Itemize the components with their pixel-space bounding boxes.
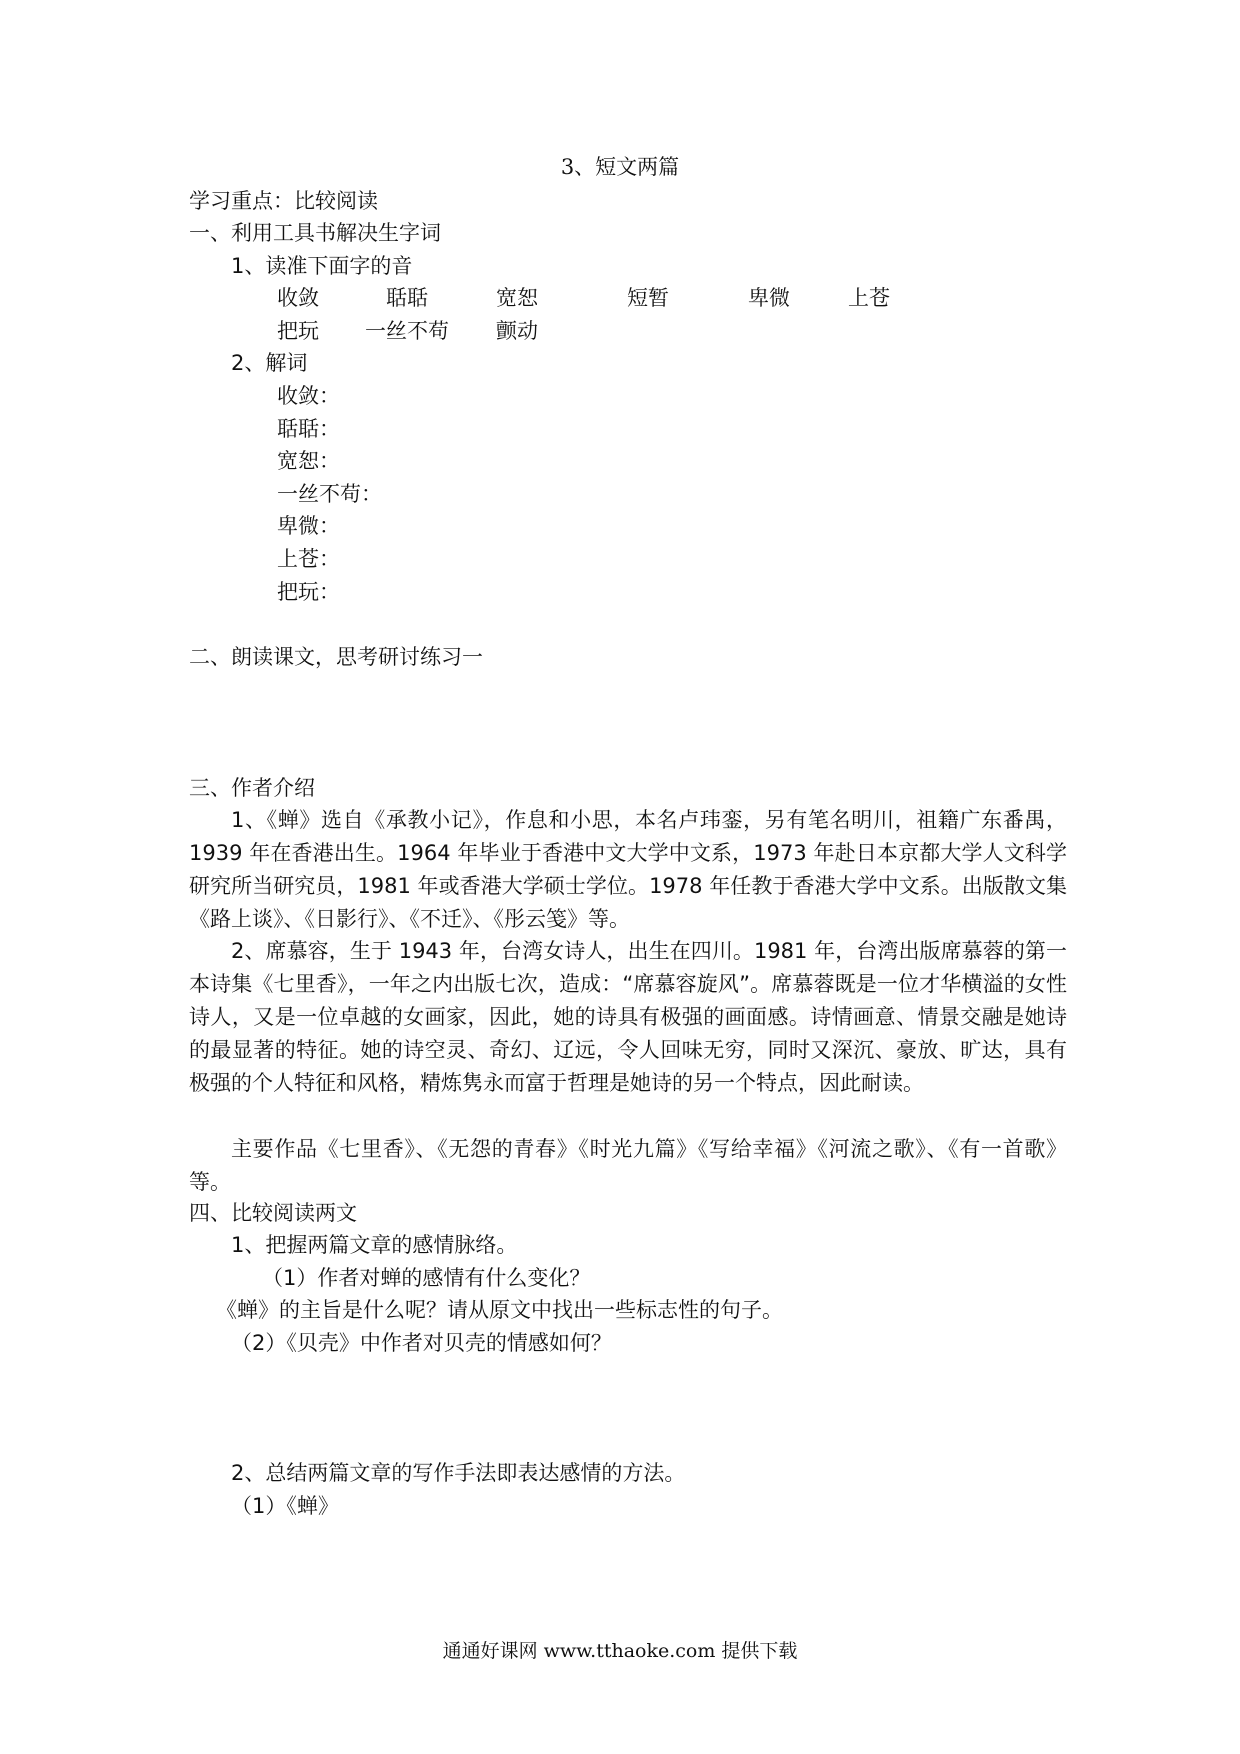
document-title: 3、短文两篇: [560, 155, 680, 179]
footer-note: 通通好课网 www.tthaoke.com 提供下载: [442, 1640, 798, 1662]
section2-heading: 二、朗读课文，思考研讨练习一: [189, 645, 483, 669]
pinyin-word: 卑微: [748, 286, 790, 310]
definition-item: 宽恕：: [277, 449, 340, 473]
question-1b: 《蝉》的主旨是什么呢？请从原文中找出一些标志性的句子。: [216, 1298, 783, 1322]
pinyin-word: 宽恕: [496, 286, 538, 310]
definition-item: 收敛：: [277, 384, 340, 408]
author-intro-2: 2、席慕容，生于 1943 年，台湾女诗人，出生在四川。1981 年，台湾出版席慕蓉的第一本诗集《七里香》，一年之内出版七次，造成：“席慕容旋风”。席慕蓉既是一位才华横溢的女性诗人，又是一位卓越的女画家，因此，她的诗具有极强的画面感。诗情画意、情景交融是她诗的最显著的特征。她的诗空灵、奇幻、辽远，令人回味无穷，同时又深沉、豪放、旷达，具有极强的个人特征和风格，精炼隽永而富于哲理是她诗的另一个特点，因此耐读。: [189, 939, 1067, 1095]
question-2: 2、总结两篇文章的写作手法即表达感情的方法。: [231, 1461, 686, 1485]
pinyin-word: 短暂: [627, 286, 669, 310]
definition-item: 一丝不苟：: [277, 482, 382, 506]
definition-item: 聒聒：: [277, 417, 340, 441]
pinyin-word: 把玩: [277, 319, 319, 343]
question-2a: （1）《蝉》: [231, 1494, 339, 1518]
pinyin-word: 一丝不苟: [365, 319, 449, 343]
question-1c: （2）《贝壳》中作者对贝壳的情感如何？: [231, 1331, 612, 1355]
definition-item: 把玩：: [277, 580, 340, 604]
author-works: 主要作品《七里香》、《无怨的青春》《时光九篇》《写给幸福》《河流之歌》、《有一首歌》等。: [189, 1137, 1067, 1194]
section1-sub1: 1、读准下面字的音: [231, 254, 413, 278]
section3-heading: 三、作者介绍: [189, 776, 315, 800]
section4-heading: 四、比较阅读两文: [189, 1201, 357, 1225]
pinyin-word: 颤动: [496, 319, 538, 343]
study-focus: 学习重点：比较阅读: [189, 189, 378, 213]
definition-item: 上苍：: [277, 547, 340, 571]
question-1: 1、把握两篇文章的感情脉络。: [231, 1233, 518, 1257]
definition-item: 卑微：: [277, 514, 340, 538]
pinyin-word: 上苍: [848, 286, 890, 310]
pinyin-word: 收敛: [277, 286, 319, 310]
author-intro-1: 1、《蝉》选自《承教小记》，作息和小思，本名卢玮銮，另有笔名明川，祖籍广东番禺，1939 年在香港出生。1964 年毕业于香港中文大学中文系，1973 年赴日本京都大学人文科学研究所当研究员，1981 年或香港大学硕士学位。1978 年任教于香港大学中文系。出版散文集《路上谈》、《日影行》、《不迁》、《彤云笺》等。: [189, 808, 1067, 931]
section1-heading: 一、利用工具书解决生字词: [189, 221, 441, 245]
question-1a: （1）作者对蝉的感情有什么变化？: [262, 1266, 591, 1290]
pinyin-word: 聒聒: [386, 286, 428, 310]
section1-sub2: 2、解词: [231, 351, 308, 375]
